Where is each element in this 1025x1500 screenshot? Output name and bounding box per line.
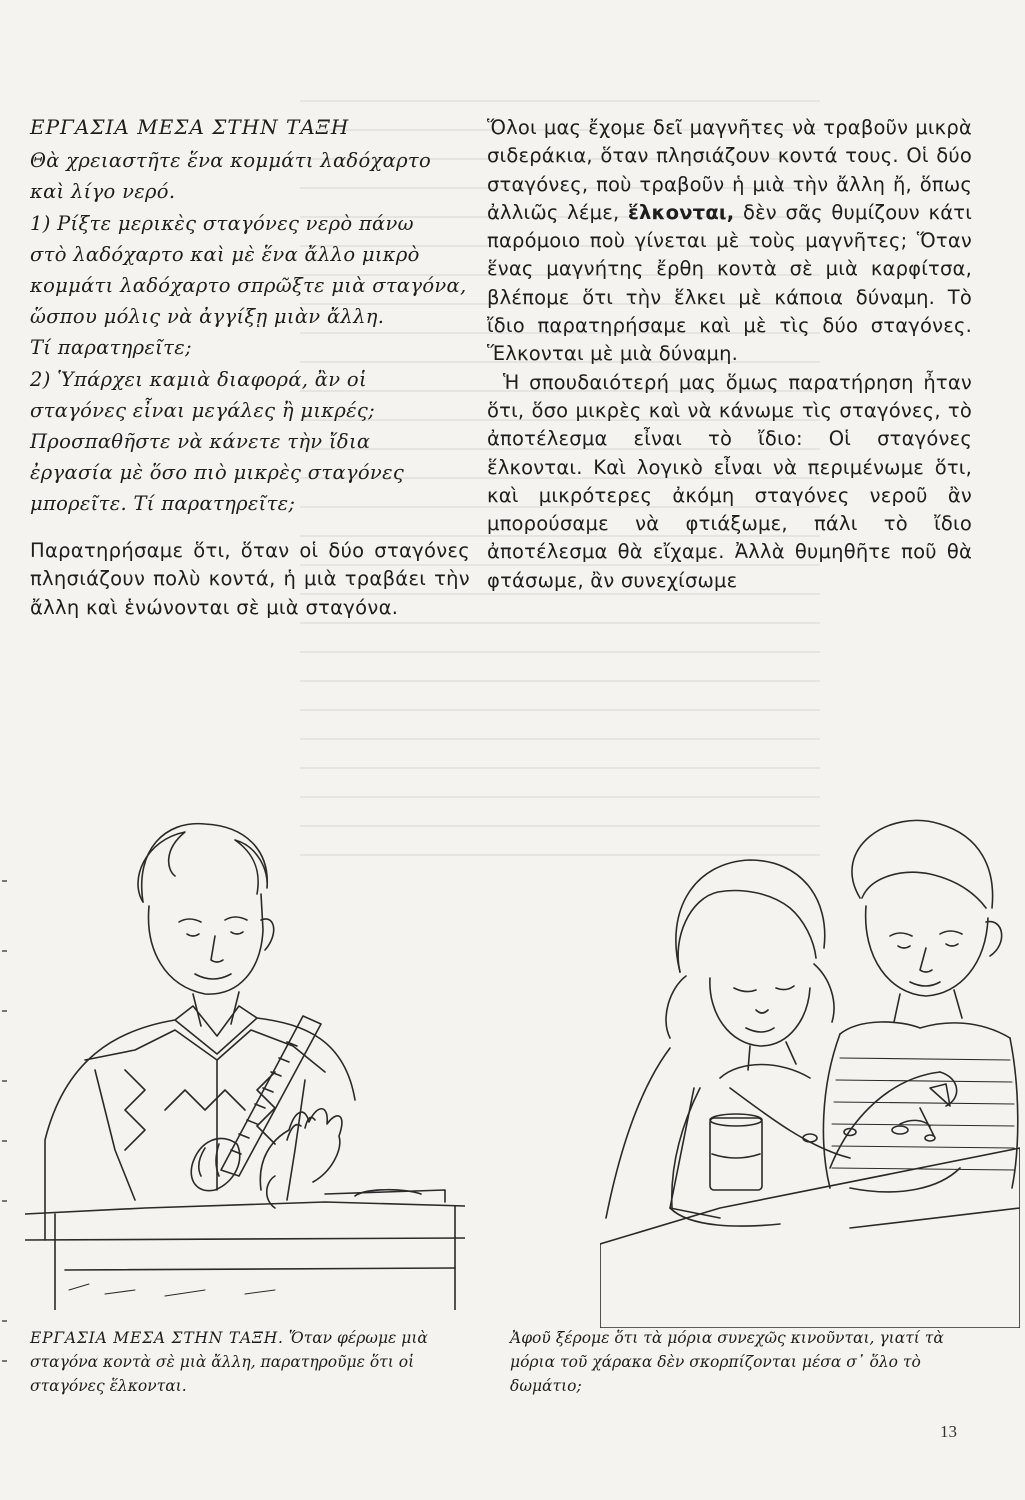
right-figure-caption: Ἀφοῦ ξέρομε ὅτι τὰ μόρια συνεχῶς κινοῦνται, γιατί τὰ μόρια τοῦ χάρακα δὲν σκορπίζονται μέσα σ᾽ ὅλο τὸ δωμάτιο; bbox=[510, 1329, 944, 1395]
instruction-line: 1) Ρίξτε μερικὲς σταγόνες νερὸ πάνω bbox=[30, 211, 414, 235]
instruction-line: Τί παρατηρεῖτε; bbox=[30, 336, 192, 360]
right-column bbox=[487, 114, 972, 595]
boy-with-ruler-illustration bbox=[25, 810, 465, 1310]
instruction-line: 2) Ὑπάρχει καμιὰ διαφορά, ἂν οἱ bbox=[30, 367, 367, 391]
instruction-line: Προσπαθῆστε νὰ κάνετε τὴν ἴδια bbox=[30, 430, 371, 454]
children-with-water-drops-illustration bbox=[600, 788, 1020, 1328]
instruction-line: μπορεῖτε. Τί παρατηρεῖτε; bbox=[30, 492, 296, 516]
magnet-text-start: Ὅλοι μας ἔχομε δεῖ μαγνῆτες νὰ τραβοῦν μικρὰ σιδεράκια, ὅταν πλησιάζουν κοντά τους. Οἱ δύο σταγόνες, ποὺ τραβοῦν ἡ μιὰ τὴν ἄλλη ἤ, ὅπως ἀλλιῶς λέμε, bbox=[487, 116, 972, 224]
left-column bbox=[30, 112, 470, 622]
instruction-line: ὥσπου μόλις νὰ ἀγγίξῃ μιὰν ἄλλη. bbox=[30, 305, 385, 329]
instruction-line: ἐργασία μὲ ὅσο πιὸ μικρὲς σταγόνες bbox=[30, 461, 405, 485]
page-number: 13 bbox=[940, 1422, 957, 1441]
left-figure-caption bbox=[30, 1326, 470, 1398]
instruction-line: σταγόνες εἶναι μεγάλες ἢ μικρές; bbox=[30, 398, 375, 422]
margin-marks bbox=[0, 760, 12, 1400]
magnet-text-end: δὲν σᾶς θυμίζουν κάτι παρόμοιο ποὺ γίνεται μὲ τοὺς μαγνῆτες; Ὅταν ἕνας μαγνήτης ἔρθη κοντὰ σὲ μιὰ καρφίτσα, βλέπομε ὅτι τὴν ἕλκει μὲ κάποια δύναμη. Τὸ ἴδιο παρατηρήσαμε καὶ μὲ τὶς δύο σταγόνες. Ἕλκονται μὲ μιὰ δύναμη. bbox=[487, 200, 972, 366]
activity-heading: ΕΡΓΑΣΙΑ ΜΕΣΑ ΣΤΗΝ ΤΑΞΗ bbox=[30, 115, 350, 139]
magnet-paragraph bbox=[487, 114, 972, 369]
caption-text: Ὅταν φέρωμε μιὰ σταγόνα κοντὰ σὲ μιὰ ἄλλη, παρατηροῦμε ὅτι οἱ σταγόνες ἕλκονται. bbox=[30, 1329, 428, 1395]
instruction-line: κομμάτι λαδόχαρτο σπρῶξτε μιὰ σταγόνα, bbox=[30, 274, 467, 298]
observation-conclusion-paragraph: Ἡ σπουδαιότερή μας ὅμως παρατήρηση ἦταν ὅτι, ὅσο μικρὲς καὶ νὰ κάνωμε τὶς σταγόνες, τὸ ἀποτέλεσμα εἶναι τὸ ἴδιο: Οἱ σταγόνες ἕλκονται. Καὶ λογικὸ εἶναι νὰ περιμένωμε ὅτι, καὶ μικρότερες ἀκόμη σταγόνες νεροῦ ἂν μπορούσαμε νὰ φτιάξωμε, πάλι τὸ ἴδιο ἀποτέλεσμα θὰ εἴχαμε. Ἀλλὰ θυμηθῆτε ποῦ θὰ φτάσωμε, ἂν συνεχίσωμε bbox=[487, 370, 972, 592]
attract-term: ἕλκονται, bbox=[627, 200, 735, 224]
instruction-line: καὶ λίγο νερό. bbox=[30, 180, 176, 204]
observation-paragraph: Παρατηρήσαμε ὅτι, ὅταν οἱ δύο σταγόνες πλησιάζουν πολὺ κοντά, ἡ μιὰ τραβάει τὴν ἄλλη καὶ ἑνώνονται σὲ μιὰ σταγόνα. bbox=[30, 538, 470, 619]
instruction-line: Θὰ χρειαστῆτε ἕνα κομμάτι λαδόχαρτο bbox=[30, 149, 431, 173]
instruction-line: στὸ λαδόχαρτο καὶ μὲ ἕνα ἄλλο μικρὸ bbox=[30, 242, 420, 266]
caption-label: ΕΡΓΑΣΙΑ ΜΕΣΑ ΣΤΗΝ ΤΑΞΗ. bbox=[30, 1329, 284, 1347]
